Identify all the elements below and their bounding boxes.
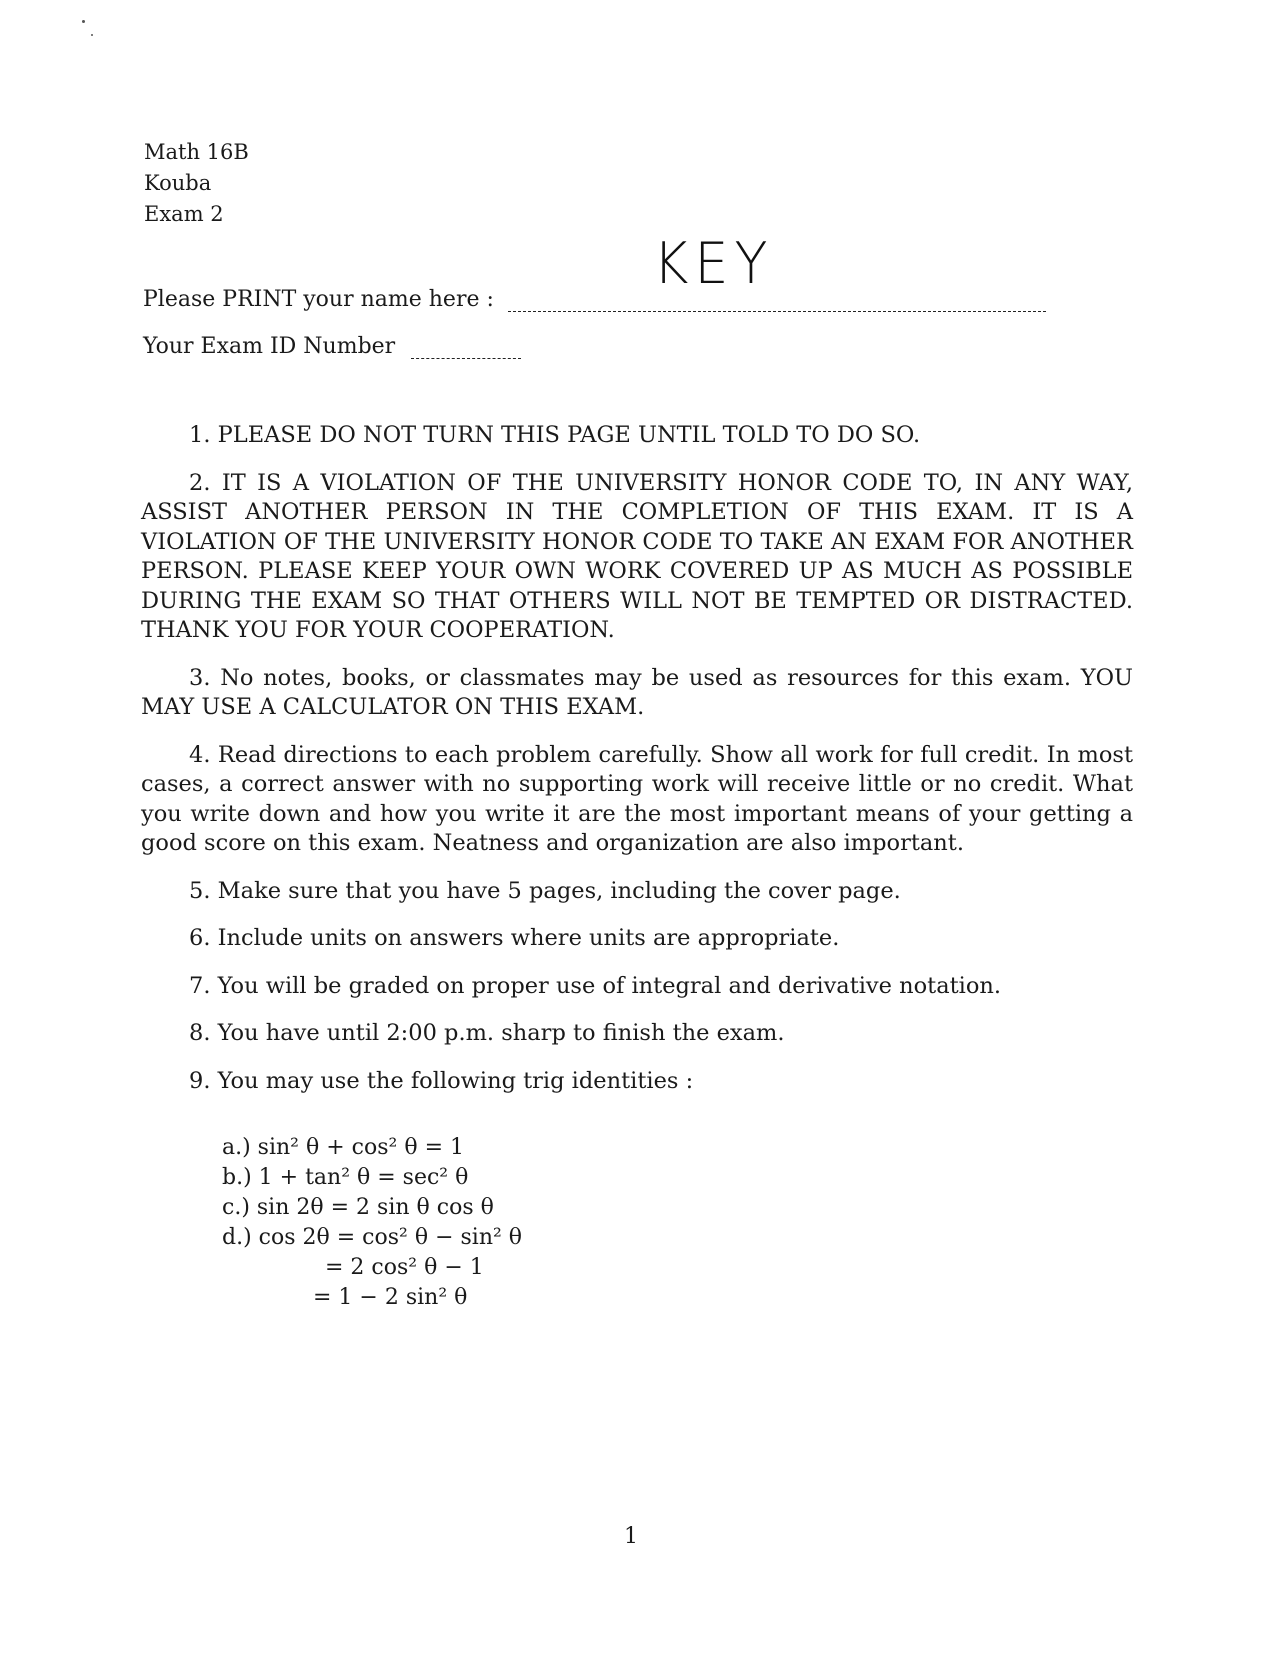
identity-c: c.) sin 2θ = 2 sin θ cos θ (222, 1195, 494, 1220)
name-field-line[interactable] (508, 311, 1046, 312)
exam-header (144, 137, 249, 230)
instruction-item: 6. Include units on answers where units are appropriate. (189, 925, 840, 951)
instruction-item: 8. You have until 2:00 p.m. sharp to finish the exam. (189, 1020, 785, 1046)
instructor-name: Kouba (144, 171, 212, 195)
page-number: 1 (624, 1524, 638, 1549)
handwritten-name-key: KEY (653, 230, 774, 297)
identity-d-alt-2: = 1 − 2 sin² θ (313, 1285, 468, 1310)
scan-speck (82, 20, 85, 23)
instruction-item: 7. You will be graded on proper use of integral and derivative notation. (189, 972, 1002, 999)
scan-speck (91, 34, 93, 36)
exam-id-label: Your Exam ID Number (143, 334, 396, 359)
instructions-list (141, 421, 1133, 1114)
identity-d: d.) cos 2θ = cos² θ − sin² θ (222, 1225, 523, 1250)
identity-b: b.) 1 + tan² θ = sec² θ (222, 1165, 469, 1190)
course-name: Math 16B (144, 140, 249, 164)
instruction-item: 1. PLEASE DO NOT TURN THIS PAGE UNTIL TOLD TO DO SO. (189, 422, 921, 448)
exam-id-field-line[interactable] (411, 358, 521, 359)
instruction-item: 9. You may use the following trig identities : (189, 1067, 694, 1094)
identity-d-alt-1: = 2 cos² θ − 1 (325, 1255, 484, 1280)
instruction-item: 5. Make sure that you have 5 pages, including the cover page. (189, 877, 901, 904)
identity-a: a.) sin² θ + cos² θ = 1 (222, 1135, 464, 1160)
instruction-item: 3. No notes, books, or classmates may be used as resources for this exam. YOU MAY USE A CALCULATOR ON THIS EXAM. (141, 664, 1133, 720)
name-label: Please PRINT your name here : (143, 287, 494, 312)
instruction-item: 2. IT IS A VIOLATION OF THE UNIVERSITY HONOR CODE TO, IN ANY WAY, ASSIST ANOTHER PERSON IN THE COMPLETION OF THIS EXAM. IT IS A VIOLATION OF THE UNIVERSITY HONOR CODE TO TAKE AN EXAM FOR ANOTHER PERSON. PLEASE KEEP YOUR OWN WORK COVERED UP AS MUCH AS POSSIBLE DURING THE EXAM SO THAT OTHERS WILL NOT BE TEMPTED OR DISTRACTED. THANK YOU FOR YOUR COOPERATION. (141, 469, 1133, 643)
trig-identities (222, 1133, 522, 1313)
exam-title: Exam 2 (144, 202, 224, 226)
instruction-item: 4. Read directions to each problem carefully. Show all work for full credit. In most cases, a correct answer with no supporting work will receive little or no credit. What you write down and how you write it are the most important means of your getting a good score on this exam. Neatness and organization are also important. (141, 741, 1133, 856)
